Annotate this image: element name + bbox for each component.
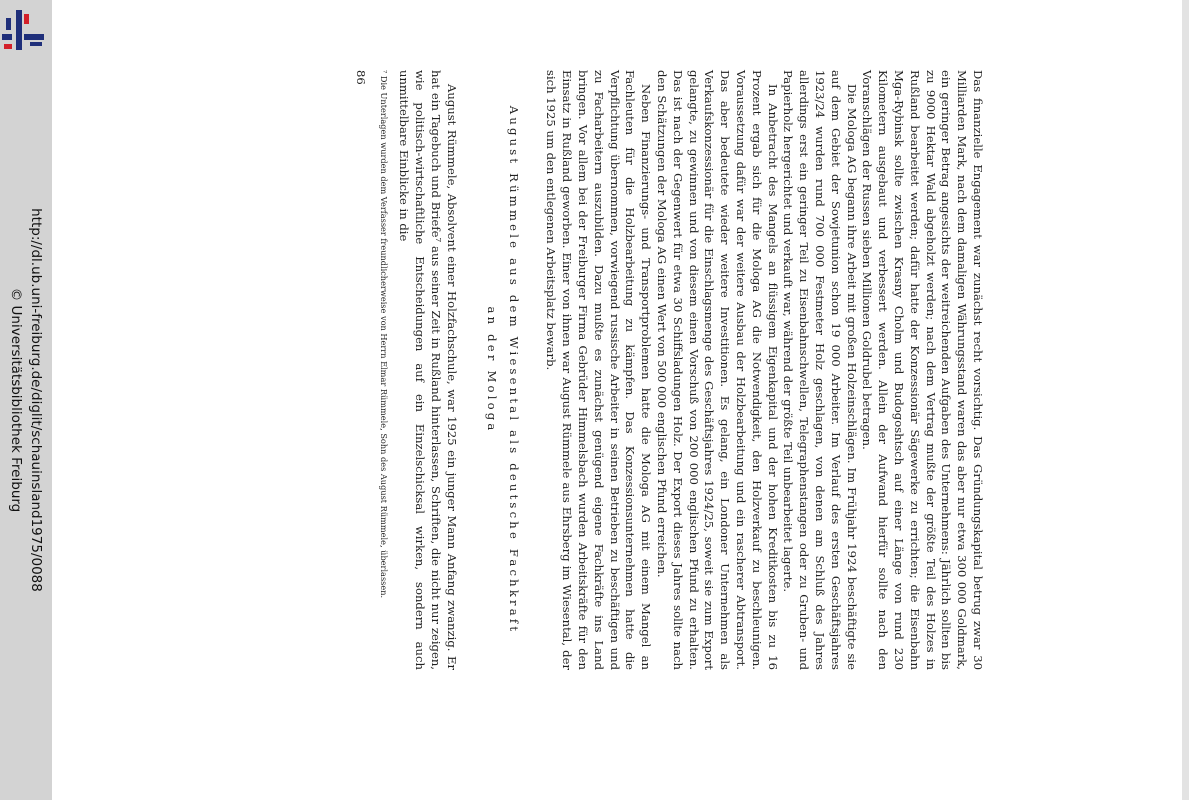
page-number: 86 (354, 70, 369, 85)
paragraph-5: August Rümmele, Absolvent einer Holzfachschule, war 1925 ein junger Mann Anfang zwanzig. Er hat ein Tagebuch und Briefe⁷ aus seiner Zeit in Rußland hinterlassen, Schriften, die nicht nur zeigen, wie politisch-wirtschaftliche Entscheidungen auf ein Einzelschicksal wirken, sondern auch unmittelbare Einblicke in die (397, 70, 459, 670)
paragraph-2: Die Mologa AG begann ihre Arbeit mit großen Holzeinschlägen. Im Frühjahr 1924 beschäftigte sie auf dem Gebiet der Sowjetunion schon 19 000 Arbeiter. Im Verlauf des ersten Geschäftsjahres 1923/24 wurden rund 700 000 Festmeter Holz geschlagen, von denen am Schluß des Jahres allerdings erst ein geringer Teil zu Eisenbahnschwellen, Telegraphenstangen oder zu Gruben- und Papierholz hergerichtet und verkauft war, während der größte Teil unbearbeitet lagerte. (781, 70, 859, 670)
paragraph-1: Das finanzielle Engagement war zunächst recht vorsichtig. Das Gründungskapital betrug zwar 30 Milliarden Mark, nach dem damaligen Währungsstand waren das aber nur etwa 300 000 Goldmark, ein geringer Betrag angesichts der weitreichenden Aufgaben des Unternehmens: Jährlich sollten bis zu 9000 Hektar Wald abgeholzt werden; nach dem Vertrag mußte der größte Teil des Holzes in Rußland bearbeitet werden; dafür hatte der Konzessionär Sägewerke zu errichten; die Eisenbahn Mga-Rybinsk sollte zwischen Krasny Cholm und Budogoshtsch auf einer Länge von rund 230 Kilometern ausgebaut und verbessert werden. Allein der Aufwand hierfür sollte nach den Voranschlägen der Russen sieben Millionen Goldrubel betragen. (860, 70, 985, 670)
section-heading-line-2: an der Mologa (484, 306, 499, 434)
page-edge (1182, 0, 1189, 800)
footnote: ⁷ Die Unterlagen wurden dem Verfasser freundlicherweise von Herrn Elmar Rümmele, Sohn des August Rümmele, überlassen. (379, 70, 390, 599)
source-url[interactable]: http://dl.ub.uni-freiburg.de/diglit/schauinsland1975/0088 (28, 208, 44, 592)
section-heading (481, 70, 525, 670)
paragraph-4: Neben Finanzierungs- und Transportproblemen hatte die Mologa AG mit einem Mangel an Fachleuten für die Holzbearbeitung zu kämpfen. Das Konzessionsunternehmen hatte die Verpflichtung übernommen, vorwiegend russische Arbeiter in seinen Betrieben zu beschäftigen und zu Facharbeitern auszubilden. Dazu mußte es zunächst genügend eigene Fachkräfte ins Land bringen. Vor allem bei der Freiburger Firma Gebrüder Himmelsbach wurden Arbeitskräfte für den Einsatz in Rußland geworben. Einer von ihnen war August Rümmele aus Ehrsberg im Wiesental, der sich 1925 um den entlegenen Arbeitsplatz bewarb. (544, 70, 654, 670)
scanned-page (245, 70, 985, 670)
viewer-side-caption (6, 0, 46, 800)
copyright-notice: © Universitätsbibliothek Freiburg (8, 287, 24, 513)
viewer-side-strip (0, 0, 52, 800)
section-heading-line-1: August Rümmele aus dem Wiesental als deutsche Fachkraft (506, 105, 521, 635)
paragraph-3: In Anbetracht des Mangels an flüssigem Eigenkapital und der hohen Kreditkosten bis zu 16 Prozent ergab sich für die Mologa AG die Notwendigkeit, den Holzverkauf zu beschleunigen. Voraussetzung dafür war der weitere Ausbau der Holzbearbeitung und ein rascherer Abtransport. Das aber bedeutete wieder weitere Investitionen. Es gelang, ein Londoner Unternehmen als Verkaufskonzessionär für die Einschlagsmenge des Geschäftsjahres 1924/25, soweit sie zum Export gelangte, zu gewinnen und von diesem einen Vorschuß von 200 000 englischen Pfund zu erhalten. Das ist nach der Gegenwert für etwa 30 Schiffsladungen Holz. Der Export dieses Jahres sollte nach den Schätzungen der Mologa AG einen Wert von 500 000 englischen Pfund erreichen. (655, 70, 780, 670)
